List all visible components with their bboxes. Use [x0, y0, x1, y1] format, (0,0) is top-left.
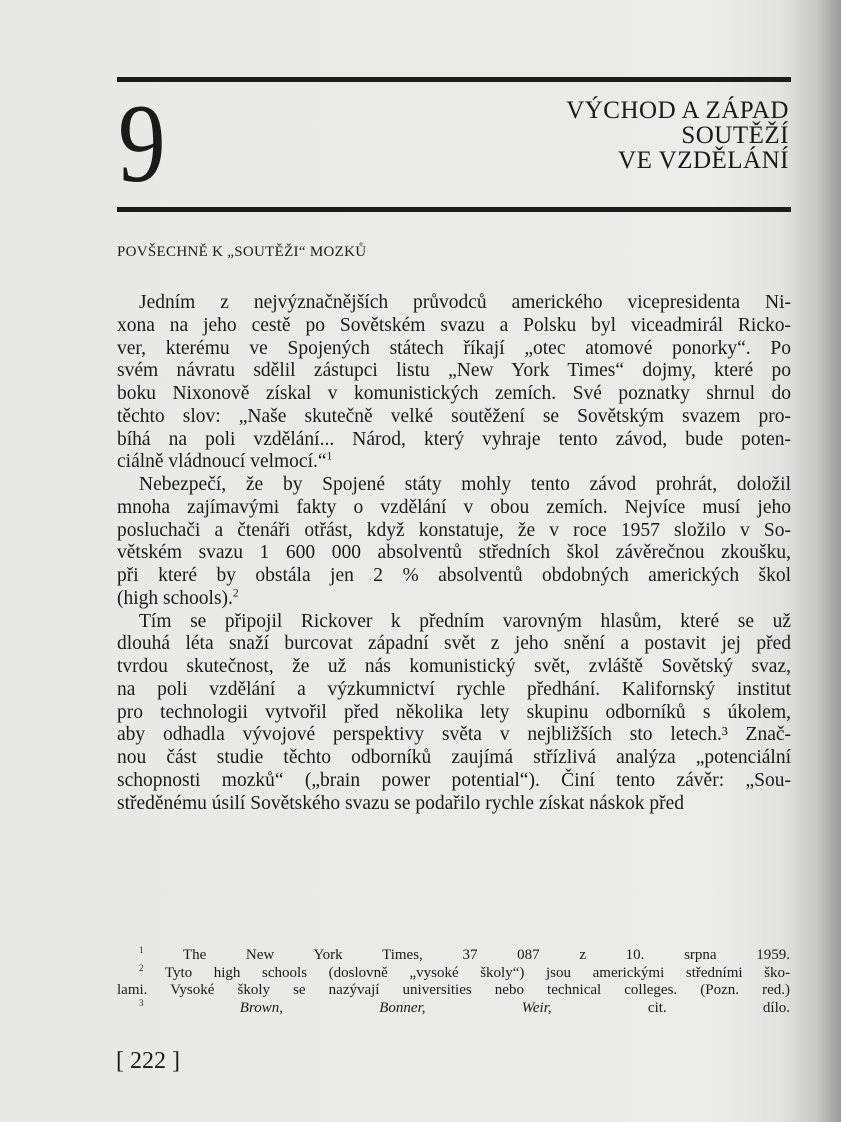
paragraph-line: bíhá na poli vzdělání... Národ, který vyhraje tento závod, bude poten-: [117, 428, 791, 450]
paragraph-line: Nebezpečí, že by Spojené státy mohly tento závod prohrát, doložil: [139, 474, 791, 495]
top-rule: [117, 77, 791, 82]
paragraph-line: pro technologii vytvořil před několika lety skupinu odborníků s úkolem,: [117, 701, 791, 723]
body-text: [117, 292, 791, 815]
paragraph-line: xona na jeho cestě po Sovětském svazu a Polsku byl viceadmirál Ricko-: [117, 314, 791, 336]
chapter-number: 9: [118, 82, 166, 206]
paragraph-line: Tím se připojil Rickover k předním varovným hlasům, které se už: [139, 610, 791, 632]
section-heading: POVŠECHNĚ K „SOUTĚŽI“ MOZKŮ: [117, 244, 367, 260]
chapter-title-line: VÝCHOD A ZÁPAD: [566, 97, 789, 124]
paragraph-line: nou část studie těchto odborníků zaujímá střízlivá analýza „potenciální: [117, 747, 791, 768]
paragraph-line: (high schools).$^2$: [117, 586, 239, 609]
paragraph-line: ver, kterému ve Spojených státech říkají „otec atomové ponorky“. Po: [117, 337, 791, 359]
footnote-2-cont: lami. Vysoké školy se nazývají universities nebo technical colleges. (Pozn. red.): [117, 982, 790, 998]
chapter-title-line: SOUTĚŽÍ: [681, 122, 789, 149]
paragraph-line: při které by obstála jen 2 % absolventů obdobných amerických škol: [117, 565, 791, 586]
paragraph-line: aby odhadla vývojové perspektivy světa v nejbližších sto letech.³ Znač-: [117, 724, 791, 746]
paragraph-line: mnoha zajímavými fakty o vzdělání v obou zemích. Nejvíce musí jeho: [117, 496, 791, 518]
paragraph-line: boku Nixonově získal v komunistických zemích. Své poznatky shrnul do: [117, 383, 791, 404]
footnote-ref: 2: [232, 586, 239, 600]
footnote-3: $^3$ Brown, Bonner, Weir, cit. dílo.: [139, 997, 791, 1016]
paragraph-line: schopnosti mozků“ („brain power potential“). Činí tento závěr: „Sou-: [117, 769, 791, 791]
paragraph-line: posluchači a čtenáři otřást, když konstatuje, že v roce 1957 složilo v So-: [117, 519, 791, 541]
paragraph-line: svém návratu sdělil zástupci listu „New York Times“ dojmy, které po: [117, 360, 791, 382]
footnote-2: $^2$ Tyto high schools (doslovně „vysoké školy“) jsou americkými středními ško-: [139, 962, 790, 981]
footnotes: [117, 947, 790, 1017]
paragraph-line: tvrdou skutečnost, že už nás komunistický svět, zvláště Sovětský svaz,: [117, 656, 791, 677]
paragraph-line: středěnému úsilí Sovětského svazu se podařilo rychle získat náskok před: [117, 792, 684, 814]
page-number: [ 222 ]: [116, 1048, 180, 1074]
footnote-ref: 1: [326, 449, 333, 463]
chapter-title: [566, 98, 789, 173]
chapter-title-line: VE VZDĚLÁNÍ: [618, 147, 789, 174]
paragraph-line: dlouhá léta snaží burcovat západní svět z jeho snění a postavit jej před: [117, 633, 791, 655]
paragraph-line: na poli vzdělání a výzkumnictví rychle předhání. Kalifornský institut: [117, 678, 791, 700]
paragraph-line: Jedním z nejvýznačnějších průvodců amerického vicepresidenta Ni-: [139, 292, 791, 313]
bottom-rule: [117, 207, 791, 212]
paragraph-line: těchto slov: „Naše skutečně velké soutěžení se Sovětským svazem pro-: [117, 405, 791, 427]
paragraph-line: větském svazu 1 600 000 absolventů středních škol závěrečnou zkoušku,: [117, 542, 791, 564]
footnote-1: $^1$ The New York Times, 37 087 z 10. srpna 1959.: [139, 945, 790, 963]
paragraph-line: ciálně vládnoucí velmocí.“$^1$: [117, 449, 333, 473]
